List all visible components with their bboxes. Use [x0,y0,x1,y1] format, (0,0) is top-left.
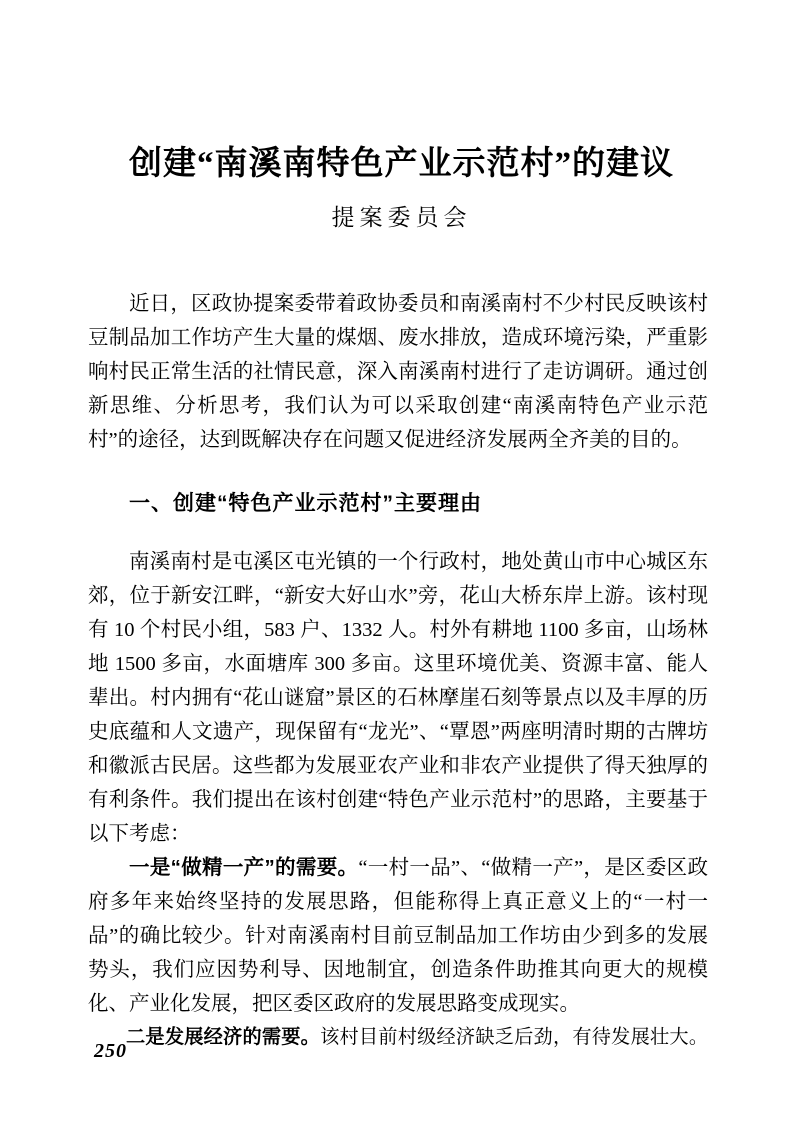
document-author: 提案委员会 [331,205,472,230]
section-heading-1: 一、创建“特色产业示范村”主要理由 [129,492,482,515]
document-body [88,287,708,1055]
page-number: 250 [94,1040,127,1062]
paragraph-reason-1-text: “一村一品”、“做精一产”，是区委区政府多年来始终坚持的发展思路，但能称得上真正意义上的“一村一品”的确比较少。针对南溪南村目前豆制品加工作坊由少到多的发展势头，我们应因势利导、因地制宜，创造条件助推其向更大的规模化、产业化发展，把区委区政府的发展思路变成现实。 [88,857,708,1015]
paragraph-reason-2-text: 该村目前村级经济缺乏后劲，有待发展壮大。 [320,1027,709,1048]
paragraph-reason-1 [88,851,708,1021]
paragraph-reason-2-lead: 二是发展经济的需要。 [126,1027,321,1048]
paragraph-intro: 近日，区政协提案委带着政协委员和南溪南村不少村民反映该村豆制品加工作坊产生大量的煤烟、废水排放，造成环境污染，严重影响村民正常生活的社情民意，深入南溪南村进行了走访调研。通过创新思维、分析思考，我们认为可以采取创建“南溪南特色产业示范村”的途径，达到既解决存在问题又促进经济发展两全齐美的目的。 [88,293,708,451]
paragraph-village-overview: 南溪南村是屯溪区屯光镇的一个行政村，地处黄山市中心城区东郊，位于新安江畔，“新安大好山水”旁，花山大桥东岸上游。该村现有 10 个村民小组，583 户、1332 人。村外有耕地 1100 多亩，山场林地 1500 多亩，水面塘库 300 多亩。这里环境优美、资源丰富、能人辈出。村内拥有“花山谜窟”景区的石林摩崖石刻等景点以及丰厚的历史底蕴和人文遗产，现保留有“龙光”、“覃恩”两座明清时期的古牌坊和徽派古民居。这些都为发展亚农产业和非农产业提供了得天独厚的有利条件。我们提出在该村创建“特色产业示范村”的思路，主要基于以下考虑： [88,551,708,845]
paragraph-reason-1-lead: 一是“做精一产”的需要。 [129,856,359,879]
paragraph-reason-2 [88,1021,708,1055]
document-title: 创建“南溪南特色产业示范村”的建议 [129,146,674,182]
